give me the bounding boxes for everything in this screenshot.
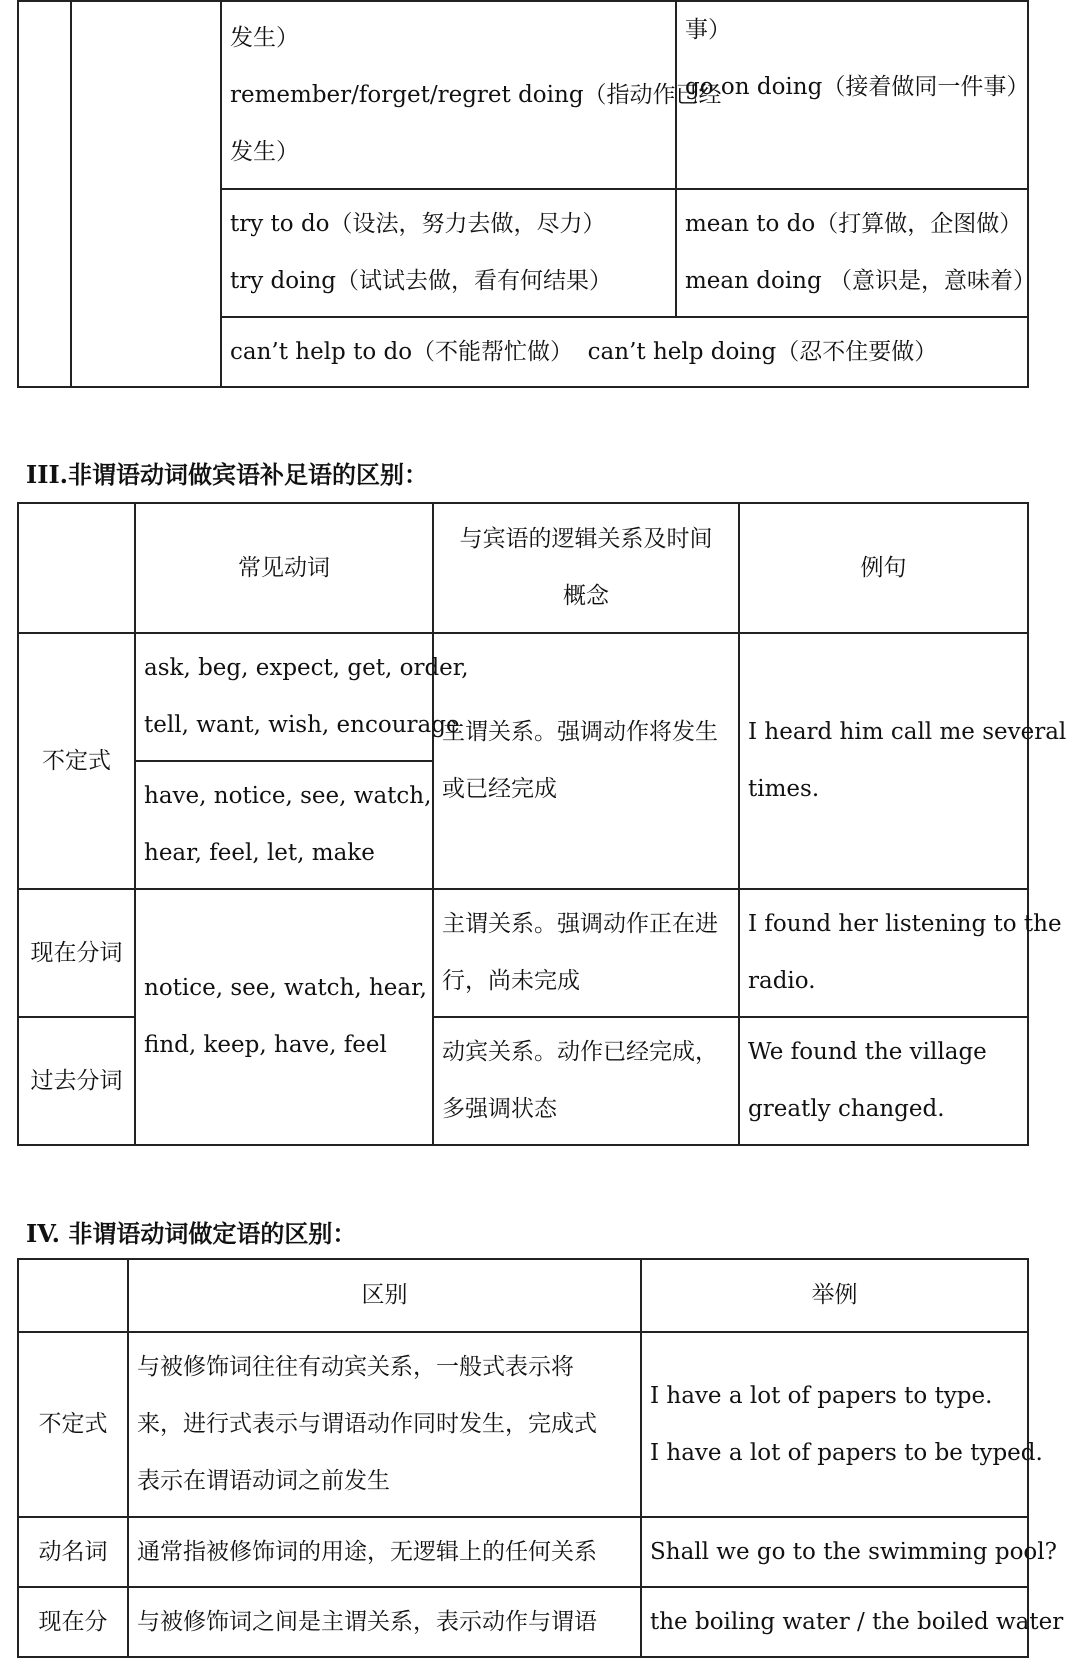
row-label-present-participle: 现在分词 (18, 889, 135, 1017)
example-cell: I heard him call me several times. (739, 633, 1028, 889)
try-cell: try to do（设法，努力去做，尽力） try doing（试试去做，看有何结果） (221, 189, 676, 317)
header-examples: 举例 (641, 1259, 1028, 1332)
example-cell: We found the village greatly changed. (739, 1017, 1028, 1145)
attributive-table (17, 1258, 1064, 1658)
row-label-infinitive: 不定式 (18, 633, 135, 889)
description-cell: 与被修饰词往往有动宾关系，一般式表示将 来，进行式表示与谓语动作同时发生，完成式 表示在谓语动词之前发生 (128, 1332, 641, 1517)
relation-cell: 动宾关系。动作已经完成， 多强调状态 (433, 1017, 739, 1145)
example-cell: I found her listening to the radio. (739, 889, 1028, 1017)
row-label-infinitive: 不定式 (18, 1332, 128, 1517)
example-cell: Shall we go to the swimming pool? (641, 1517, 1028, 1587)
header-difference: 区别 (128, 1259, 641, 1332)
row-label-present-participle: 现在分 (18, 1587, 128, 1657)
blank-header-cell (18, 1259, 128, 1332)
blank-cell (18, 1, 71, 387)
header-common-verbs: 常见动词 (135, 503, 433, 633)
remember-forget-regret-cell: 发生） remember/forget/regret doing（指动作已经 发生） (221, 1, 676, 189)
row-label-past-participle: 过去分词 (18, 1017, 135, 1145)
blank-cell (71, 1, 221, 387)
header-relation: 与宾语的逻辑关系及时间 概念 (433, 503, 739, 633)
description-cell: 与被修饰词之间是主谓关系，表示动作与谓语 (128, 1587, 641, 1657)
verbs-cell: ask, beg, expect, get, order, tell, want, wish, encourage (135, 633, 433, 761)
verb-usage-table (17, 0, 1037, 388)
header-example: 例句 (739, 503, 1028, 633)
verbs-cell: have, notice, see, watch, hear, feel, let, make (135, 761, 433, 889)
cant-help-cell: can’t help to do（不能帮忙做） can’t help doing（忍不住要做） (221, 317, 1028, 387)
description-cell: 通常指被修饰词的用途，无逻辑上的任何关系 (128, 1517, 641, 1587)
example-cell: I have a lot of papers to type. I have a lot of papers to be typed. (641, 1332, 1028, 1517)
relation-cell: 主谓关系。强调动作将发生 或已经完成 (433, 633, 739, 889)
row-label-gerund: 动名词 (18, 1517, 128, 1587)
mean-cell: mean to do（打算做，企图做） mean doing （意识是，意味着） (676, 189, 1028, 317)
go-on-cell: 事） go on doing（接着做同一件事） (676, 1, 1028, 189)
example-cell: the boiling water / the boiled water (641, 1587, 1028, 1657)
relation-cell: 主谓关系。强调动作正在进 行，尚未完成 (433, 889, 739, 1017)
section4-heading: IV. 非谓语动词做定语的区别： (26, 1219, 357, 1248)
object-complement-table (17, 502, 1067, 1146)
section3-heading: III.非谓语动词做宾语补足语的区别： (26, 460, 429, 489)
participle-verbs-cell: notice, see, watch, hear, find, keep, have, feel (135, 889, 433, 1145)
blank-header-cell (18, 503, 135, 633)
